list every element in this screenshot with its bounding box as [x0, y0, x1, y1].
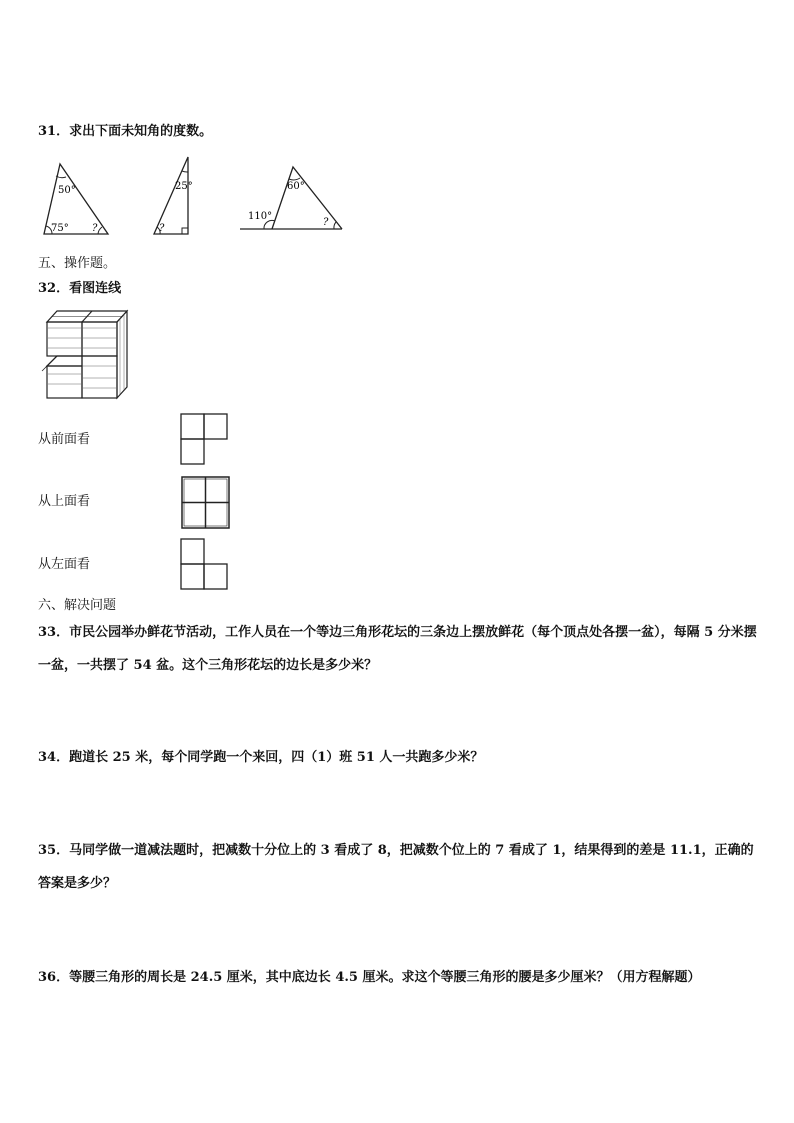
view-figure-left	[180, 538, 230, 592]
triangle1-top-angle: 50°	[58, 185, 76, 196]
triangle3-exterior-angle: 110°	[248, 211, 273, 222]
section5-title: 五、操作题。	[38, 256, 117, 271]
q32-text: 32．看图连线	[38, 281, 122, 296]
cube-stack-figure	[40, 308, 132, 404]
triangle2-top-angle: 25°	[175, 181, 193, 192]
triangle3-top-angle: 60°	[287, 181, 305, 192]
view-figure-top	[180, 476, 232, 530]
view-label-top: 从上面看	[38, 494, 91, 509]
q36-text: 36．等腰三角形的周长是 24.5 厘米，其中底边长 4.5 厘米。求这个等腰三角形的腰是多少厘米？（用方程解题）	[38, 970, 701, 985]
triangle-figure-2	[150, 155, 200, 240]
q34-text: 34．跑道长 25 米，每个同学跑一个来回，四（1）班 51 人一共跑多少米？	[38, 750, 484, 765]
q31-text: 31．求出下面未知角的度数。	[38, 124, 213, 139]
section6-title: 六、解决问题	[38, 598, 117, 613]
triangle-figure-1	[38, 160, 118, 240]
q35-text: 35．马同学做一道减法题时，把减数十分位上的 3 看成了 8，把减数个位上的 7 看成了 1，结果得到的差是 11.1，正确的答案是多少？	[38, 843, 754, 891]
view-label-left: 从左面看	[38, 557, 91, 572]
triangle1-left-angle: 75°	[51, 223, 69, 234]
triangle1-unknown: ?	[92, 223, 98, 234]
view-figure-front	[180, 413, 230, 467]
triangle-figure-3	[238, 160, 348, 235]
triangle3-unknown: ?	[323, 217, 329, 228]
q33-text: 33．市民公园举办鲜花节活动，工作人员在一个等边三角形花坛的三条边上摆放鲜花（每个顶点处各摆一盆），每隔 5 分米摆一盆，一共摆了 54 盆。这个三角形花坛的边长是多少米？	[38, 625, 757, 673]
view-label-front: 从前面看	[38, 432, 91, 447]
triangle2-unknown: ?	[159, 223, 165, 234]
